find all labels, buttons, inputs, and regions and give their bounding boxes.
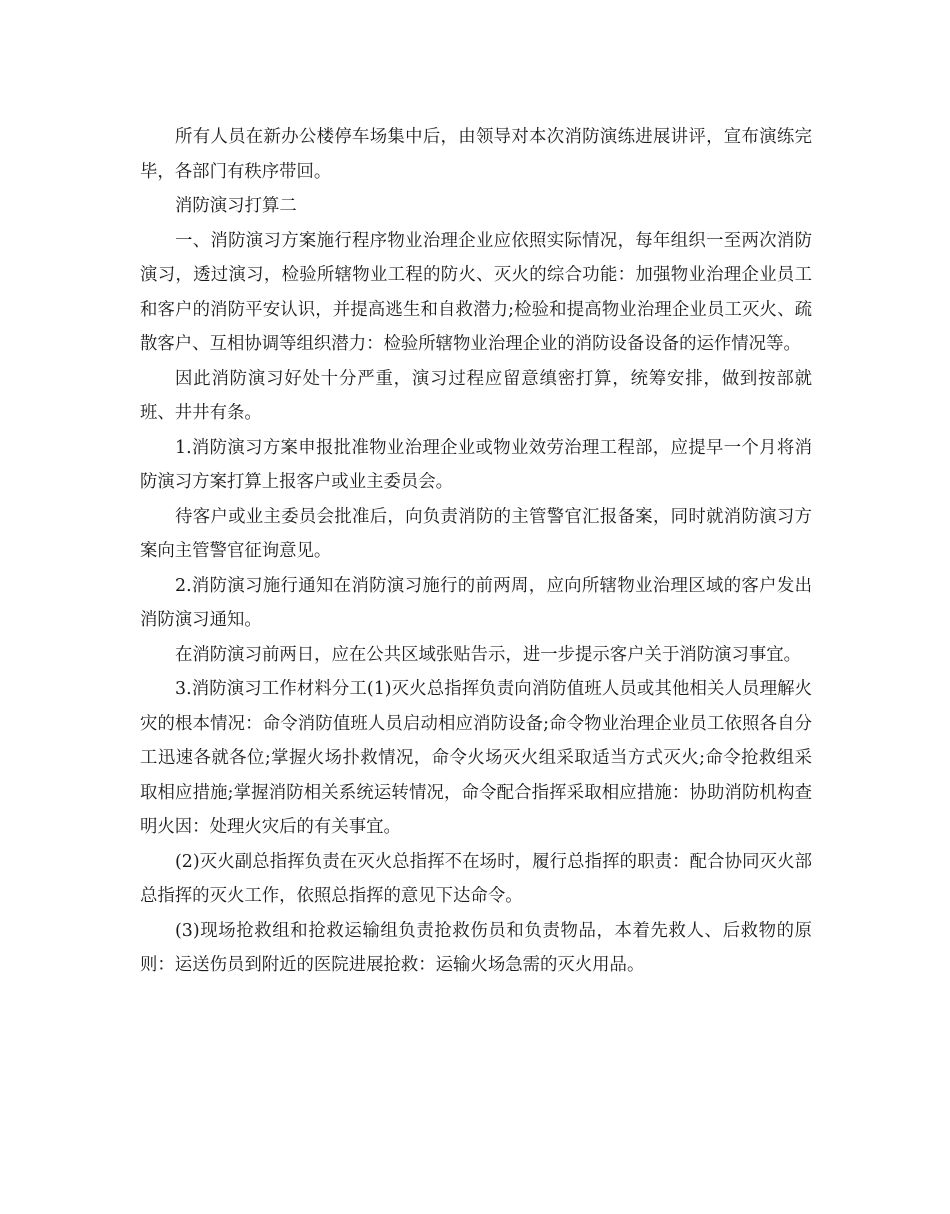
paragraph-rescue-team: (3)现场抢救组和抢救运输组负责抢救伤员和负责物品，本着先救人、后救物的原则：运送伤员到附近的医院进展抢救：运输火场急需的灭火用品。	[140, 920, 812, 975]
section-heading: 消防演习打算二	[175, 196, 297, 216]
document-body	[140, 120, 812, 983]
paragraph-procedure: 一、消防演习方案施行程序物业治理企业应依照实际情况，每年组织一至两次消防演习，透过演习，检验所辖物业工程的防火、灭火的综合功能：加强物业治理企业员工和客户的消防平安认识，并提高逃生和自救潜力;检验和提高物业治理企业员工灭火、疏散客户、互相协调等组织潜力：检验所辖物业治理企业的消防设备设备的运作情况等。	[140, 230, 812, 354]
paragraph-approval: 1.消防演习方案申报批准物业治理企业或物业效劳治理工程部，应提早一个月将消防演习方案打算上报客户或业主委员会。	[140, 437, 812, 492]
paragraph-notice: 2.消防演习施行通知在消防演习施行的前两周，应向所辖物业治理区域的客户发出消防演习通知。	[140, 575, 812, 630]
paragraph-importance: 因此消防演习好处十分严重，演习过程应留意缜密打算，统筹安排，做到按部就班、井井有条。	[140, 368, 812, 423]
paragraph-summary: 所有人员在新办公楼停车场集中后，由领导对本次消防演练进展讲评，宣布演练完毕，各部门有秩序带回。	[140, 127, 812, 182]
paragraph-posting: 在消防演习前两日，应在公共区域张贴告示，进一步提示客户关于消防演习事宜。	[175, 644, 802, 665]
paragraph-deputy-commander: (2)灭火副总指挥负责在灭火总指挥不在场时，履行总指挥的职责：配合协同灭火部总指挥的灭火工作，依照总指挥的意见下达命令。	[140, 851, 812, 906]
paragraph-filing: 待客户或业主委员会批准后，向负责消防的主管警官汇报备案，同时就消防演习方案向主管警官征询意见。	[140, 506, 812, 561]
paragraph-division-of-work: 3.消防演习工作材料分工(1)灭火总指挥负责向消防值班人员或其他相关人员理解火灾的根本情况：命令消防值班人员启动相应消防设备;命令物业治理企业员工依照各自分工迅速各就各位;掌握火场扑救情况，命令火场灭火组采取适当方式灭火;命令抢救组采取相应措施;掌握消防相关系统运转情况，命令配合指挥采取相应措施：协助消防机构查明火因：处理火灾后的有关事宜。	[140, 679, 812, 837]
